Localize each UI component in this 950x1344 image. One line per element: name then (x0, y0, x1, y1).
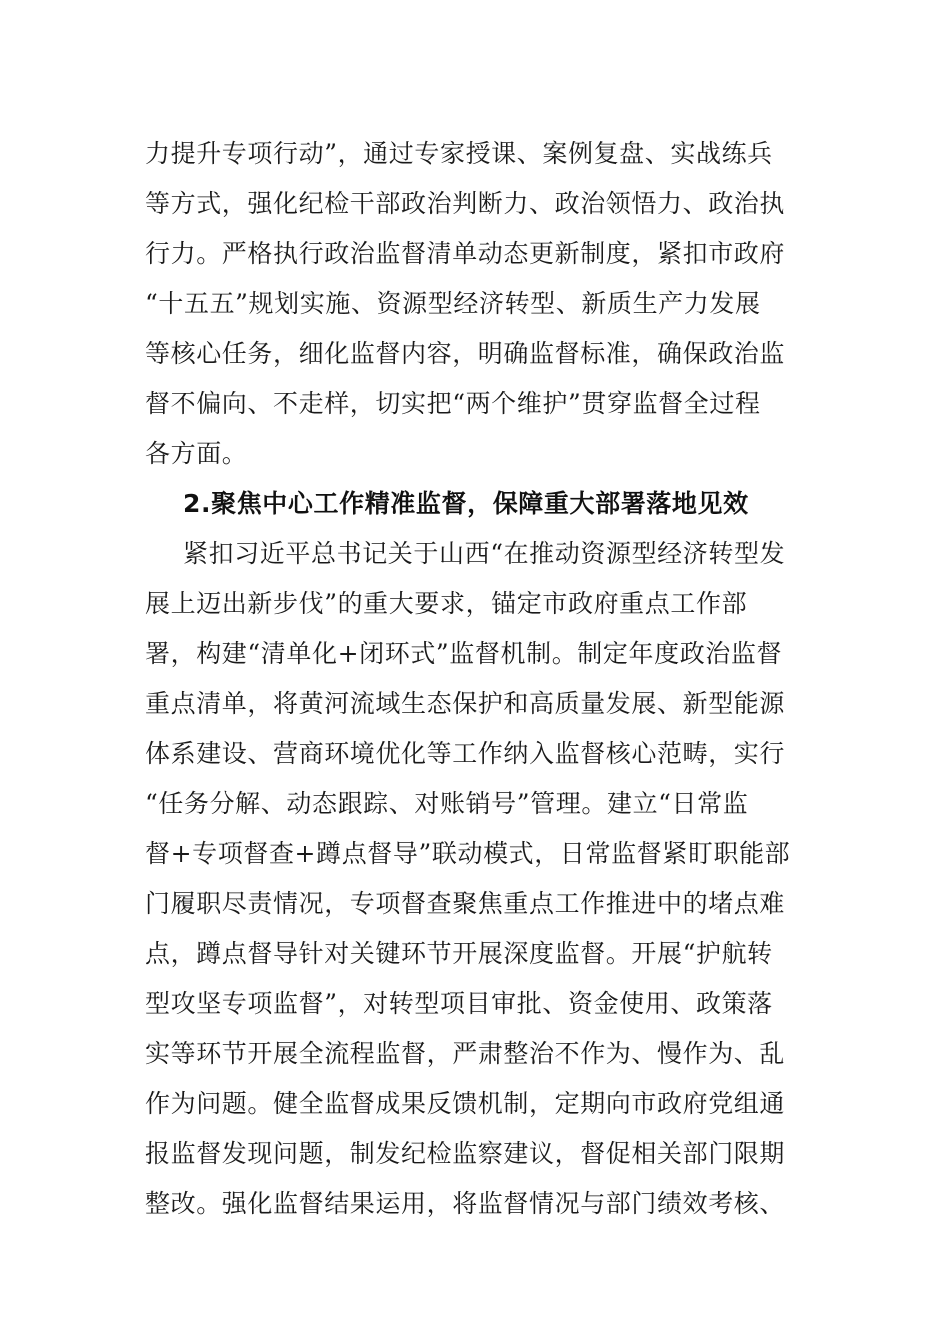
paragraph-2-line: 实等环节开展全流程监督，严肃整治不作为、慢作为、乱 (145, 1039, 786, 1068)
paragraph-2-line: 展上迈出新步伐”的重大要求，锚定市政府重点工作部 (145, 589, 748, 618)
paragraph-1-line: 力提升专项行动”，通过专家授课、案例复盘、实战练兵 (145, 139, 773, 168)
paragraph-1-line: 等核心任务，细化监督内容，明确监督标准，确保政治监 (145, 339, 786, 368)
paragraph-2-line: 点，蹲点督导针对关键环节开展深度监督。开展“护航转 (145, 939, 773, 968)
paragraph-2-line: 重点清单，将黄河流域生态保护和高质量发展、新型能源 (145, 689, 786, 718)
paragraph-2-line: 型攻坚专项监督”，对转型项目审批、资金使用、政策落 (145, 989, 773, 1018)
paragraph-2-line: 体系建设、营商环境优化等工作纳入监督核心范畴，实行 (145, 739, 786, 768)
paragraph-1-line: “十五五”规划实施、资源型经济转型、新质生产力发展 (145, 289, 761, 318)
paragraph-2-line: 整改。强化监督结果运用，将监督情况与部门绩效考核、 (145, 1189, 786, 1218)
paragraph-2-line: 督+专项督查+蹲点督导”联动模式，日常监督紧盯职能部 (145, 839, 791, 868)
paragraph-2-line: 署，构建“清单化+闭环式”监督机制。制定年度政治监督 (145, 639, 783, 668)
paragraph-2-line: 门履职尽责情况，专项督查聚焦重点工作推进中的堵点难 (145, 889, 786, 918)
paragraph-2-line: 紧扣习近平总书记关于山西“在推动资源型经济转型发 (183, 539, 786, 568)
paragraph-2-line: 作为问题。健全监督成果反馈机制，定期向市政府党组通 (145, 1089, 786, 1118)
paragraph-2-line: 报监督发现问题，制发纪检监察建议，督促相关部门限期 (145, 1139, 786, 1168)
paragraph-1-line: 督不偏向、不走样，切实把“两个维护”贯穿监督全过程 (145, 389, 761, 418)
paragraph-1-line: 各方面。 (145, 439, 248, 468)
paragraph-1-line: 等方式，强化纪检干部政治判断力、政治领悟力、政治执 (145, 189, 786, 218)
paragraph-2-line: “任务分解、动态跟踪、对账销号”管理。建立“日常监 (145, 789, 749, 818)
paragraph-1-line: 行力。严格执行政治监督清单动态更新制度，紧扣市政府 (145, 239, 786, 268)
section-heading: 2.聚焦中心工作精准监督，保障重大部署落地见效 (183, 489, 749, 518)
